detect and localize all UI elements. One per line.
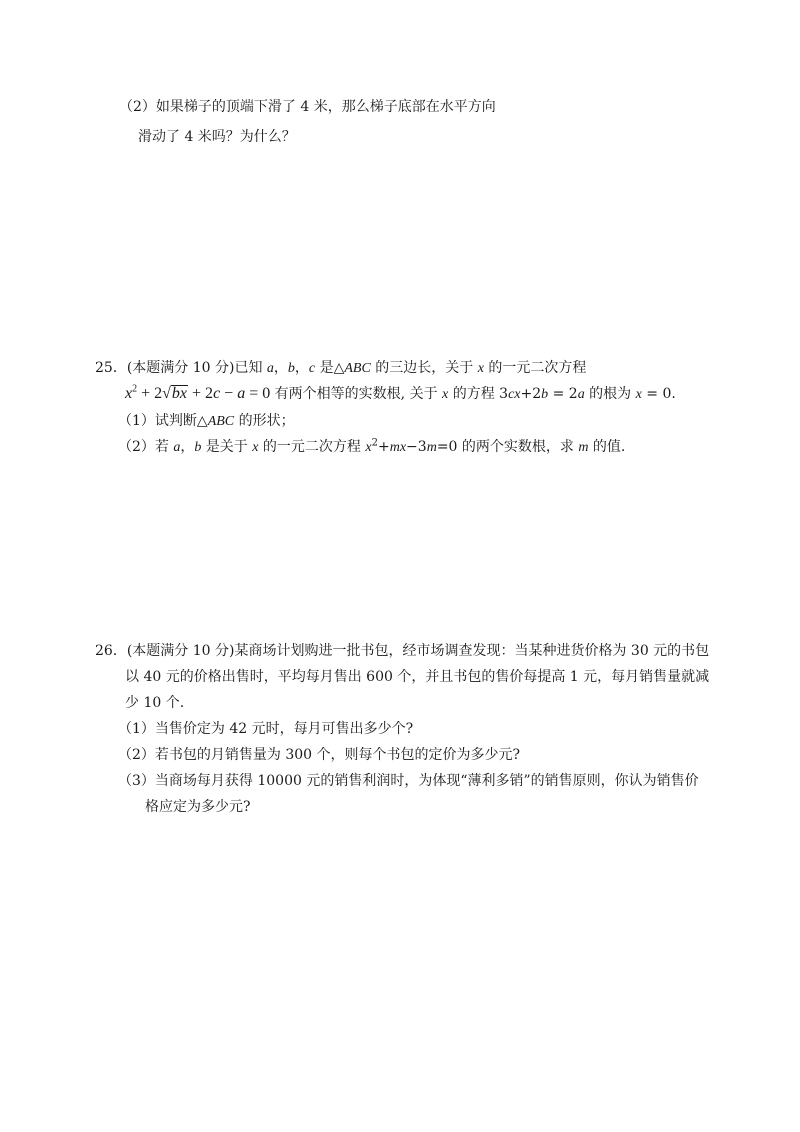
q25-text: = 0. bbox=[641, 386, 676, 402]
sqrt-radicand: bx bbox=[171, 385, 188, 402]
q26-text: (本题满分 10 分)某商场计划购进一批书包，经市场调查发现：当某种进货价格为 30 元的书包 bbox=[126, 643, 710, 659]
eq-exponent: 2 bbox=[132, 383, 138, 395]
var-cx: cx bbox=[508, 387, 521, 402]
q25-score: (本题满分 10 分) bbox=[126, 360, 235, 376]
q26-part1: （1）当售价定为 42 元时，每月可售出多少个? bbox=[118, 721, 414, 737]
var-mx: mx bbox=[389, 440, 407, 455]
q24-part2-line2: 滑动了 4 米吗？为什么？ bbox=[138, 129, 296, 145]
q25-part1 bbox=[118, 411, 295, 432]
q25-part2-text: −3 bbox=[406, 439, 427, 455]
q25-part2-text: 的一元二次方程 bbox=[258, 439, 366, 455]
q26-number: 26． bbox=[95, 643, 127, 659]
var-c: c bbox=[308, 361, 316, 376]
q25-part2-text: 的值. bbox=[588, 439, 626, 455]
eq-x: x bbox=[125, 385, 133, 402]
quadratic-equation bbox=[125, 385, 270, 402]
q25-text: +2 bbox=[520, 386, 542, 402]
q26-line3: 少 10 个. bbox=[125, 695, 185, 711]
var-x: x bbox=[365, 440, 372, 455]
exponent: 2 bbox=[371, 437, 378, 449]
q25-text: = 2 bbox=[548, 386, 578, 402]
q26-part3-line2: 格应定为多少元? bbox=[145, 799, 251, 815]
var-x: x bbox=[252, 440, 259, 455]
q26-line2: 以 40 元的价格出售时，平均每月售出 600 个，并且书包的售价每提高 1 元，每月销售量就减 bbox=[125, 669, 710, 685]
triangle-name: ABC bbox=[207, 414, 235, 429]
q25-part2-text: + bbox=[377, 439, 390, 455]
q25-header bbox=[95, 358, 586, 379]
q25-text: 的三边长，关于 bbox=[370, 360, 478, 376]
q24-part2-line1: （2）如果梯子的顶端下滑了 4 米，那么梯子底部在水平方向 bbox=[119, 99, 496, 115]
q25-number: 25． bbox=[95, 360, 127, 376]
q25-text: 的根为 bbox=[584, 386, 636, 402]
eq-term: + 2 bbox=[188, 385, 214, 402]
q26-part3-line1: （3）当商场每月获得 10000 元的销售利润时，为体现“薄利多销”的销售原则，你认为销售价 bbox=[118, 773, 699, 789]
separator: ， bbox=[294, 360, 309, 376]
eq-c: c bbox=[213, 385, 221, 402]
var-b: b bbox=[287, 361, 295, 376]
sqrt-sign: √ bbox=[162, 385, 171, 402]
triangle-name: ABC bbox=[344, 361, 371, 376]
var-x: x bbox=[442, 387, 449, 402]
q25-part2-text: =0 的两个实数根，求 bbox=[436, 439, 579, 455]
eq-a: a bbox=[237, 385, 246, 402]
q25-part1-text: （1）试判断△ bbox=[118, 413, 208, 429]
q25-text: 有两个相等的实数根, 关于 bbox=[270, 386, 443, 402]
q25-text: 的一元二次方程 bbox=[483, 360, 587, 376]
eq-term: = 0 bbox=[245, 385, 271, 402]
var-a: a bbox=[577, 387, 585, 402]
eq-term: − bbox=[220, 385, 238, 402]
var-x: x bbox=[477, 361, 484, 376]
q25-part2 bbox=[118, 437, 625, 458]
separator: ， bbox=[180, 439, 195, 455]
q25-part2-text: （2）若 bbox=[118, 439, 174, 455]
eq-term: + 2 bbox=[137, 385, 163, 402]
var-m: m bbox=[426, 440, 437, 455]
q25-text: 的方程 3 bbox=[448, 386, 509, 402]
q26-part2: （2）若书包的月销售量为 300 个，则每个书包的定价为多少元? bbox=[118, 747, 521, 763]
var-a: a bbox=[266, 361, 274, 376]
q25-part1-text: 的形状； bbox=[234, 413, 295, 429]
q25-part2-text: 是关于 bbox=[201, 439, 253, 455]
separator: ， bbox=[273, 360, 288, 376]
q25-text: 是△ bbox=[315, 360, 345, 376]
var-x: x bbox=[635, 387, 642, 402]
q26-line1 bbox=[95, 641, 709, 661]
q25-text: 已知 bbox=[234, 360, 267, 376]
q25-equation-line bbox=[125, 384, 676, 405]
var-a: a bbox=[173, 440, 181, 455]
var-b: b bbox=[194, 440, 202, 455]
var-b: b bbox=[541, 387, 549, 402]
var-m: m bbox=[578, 440, 589, 455]
